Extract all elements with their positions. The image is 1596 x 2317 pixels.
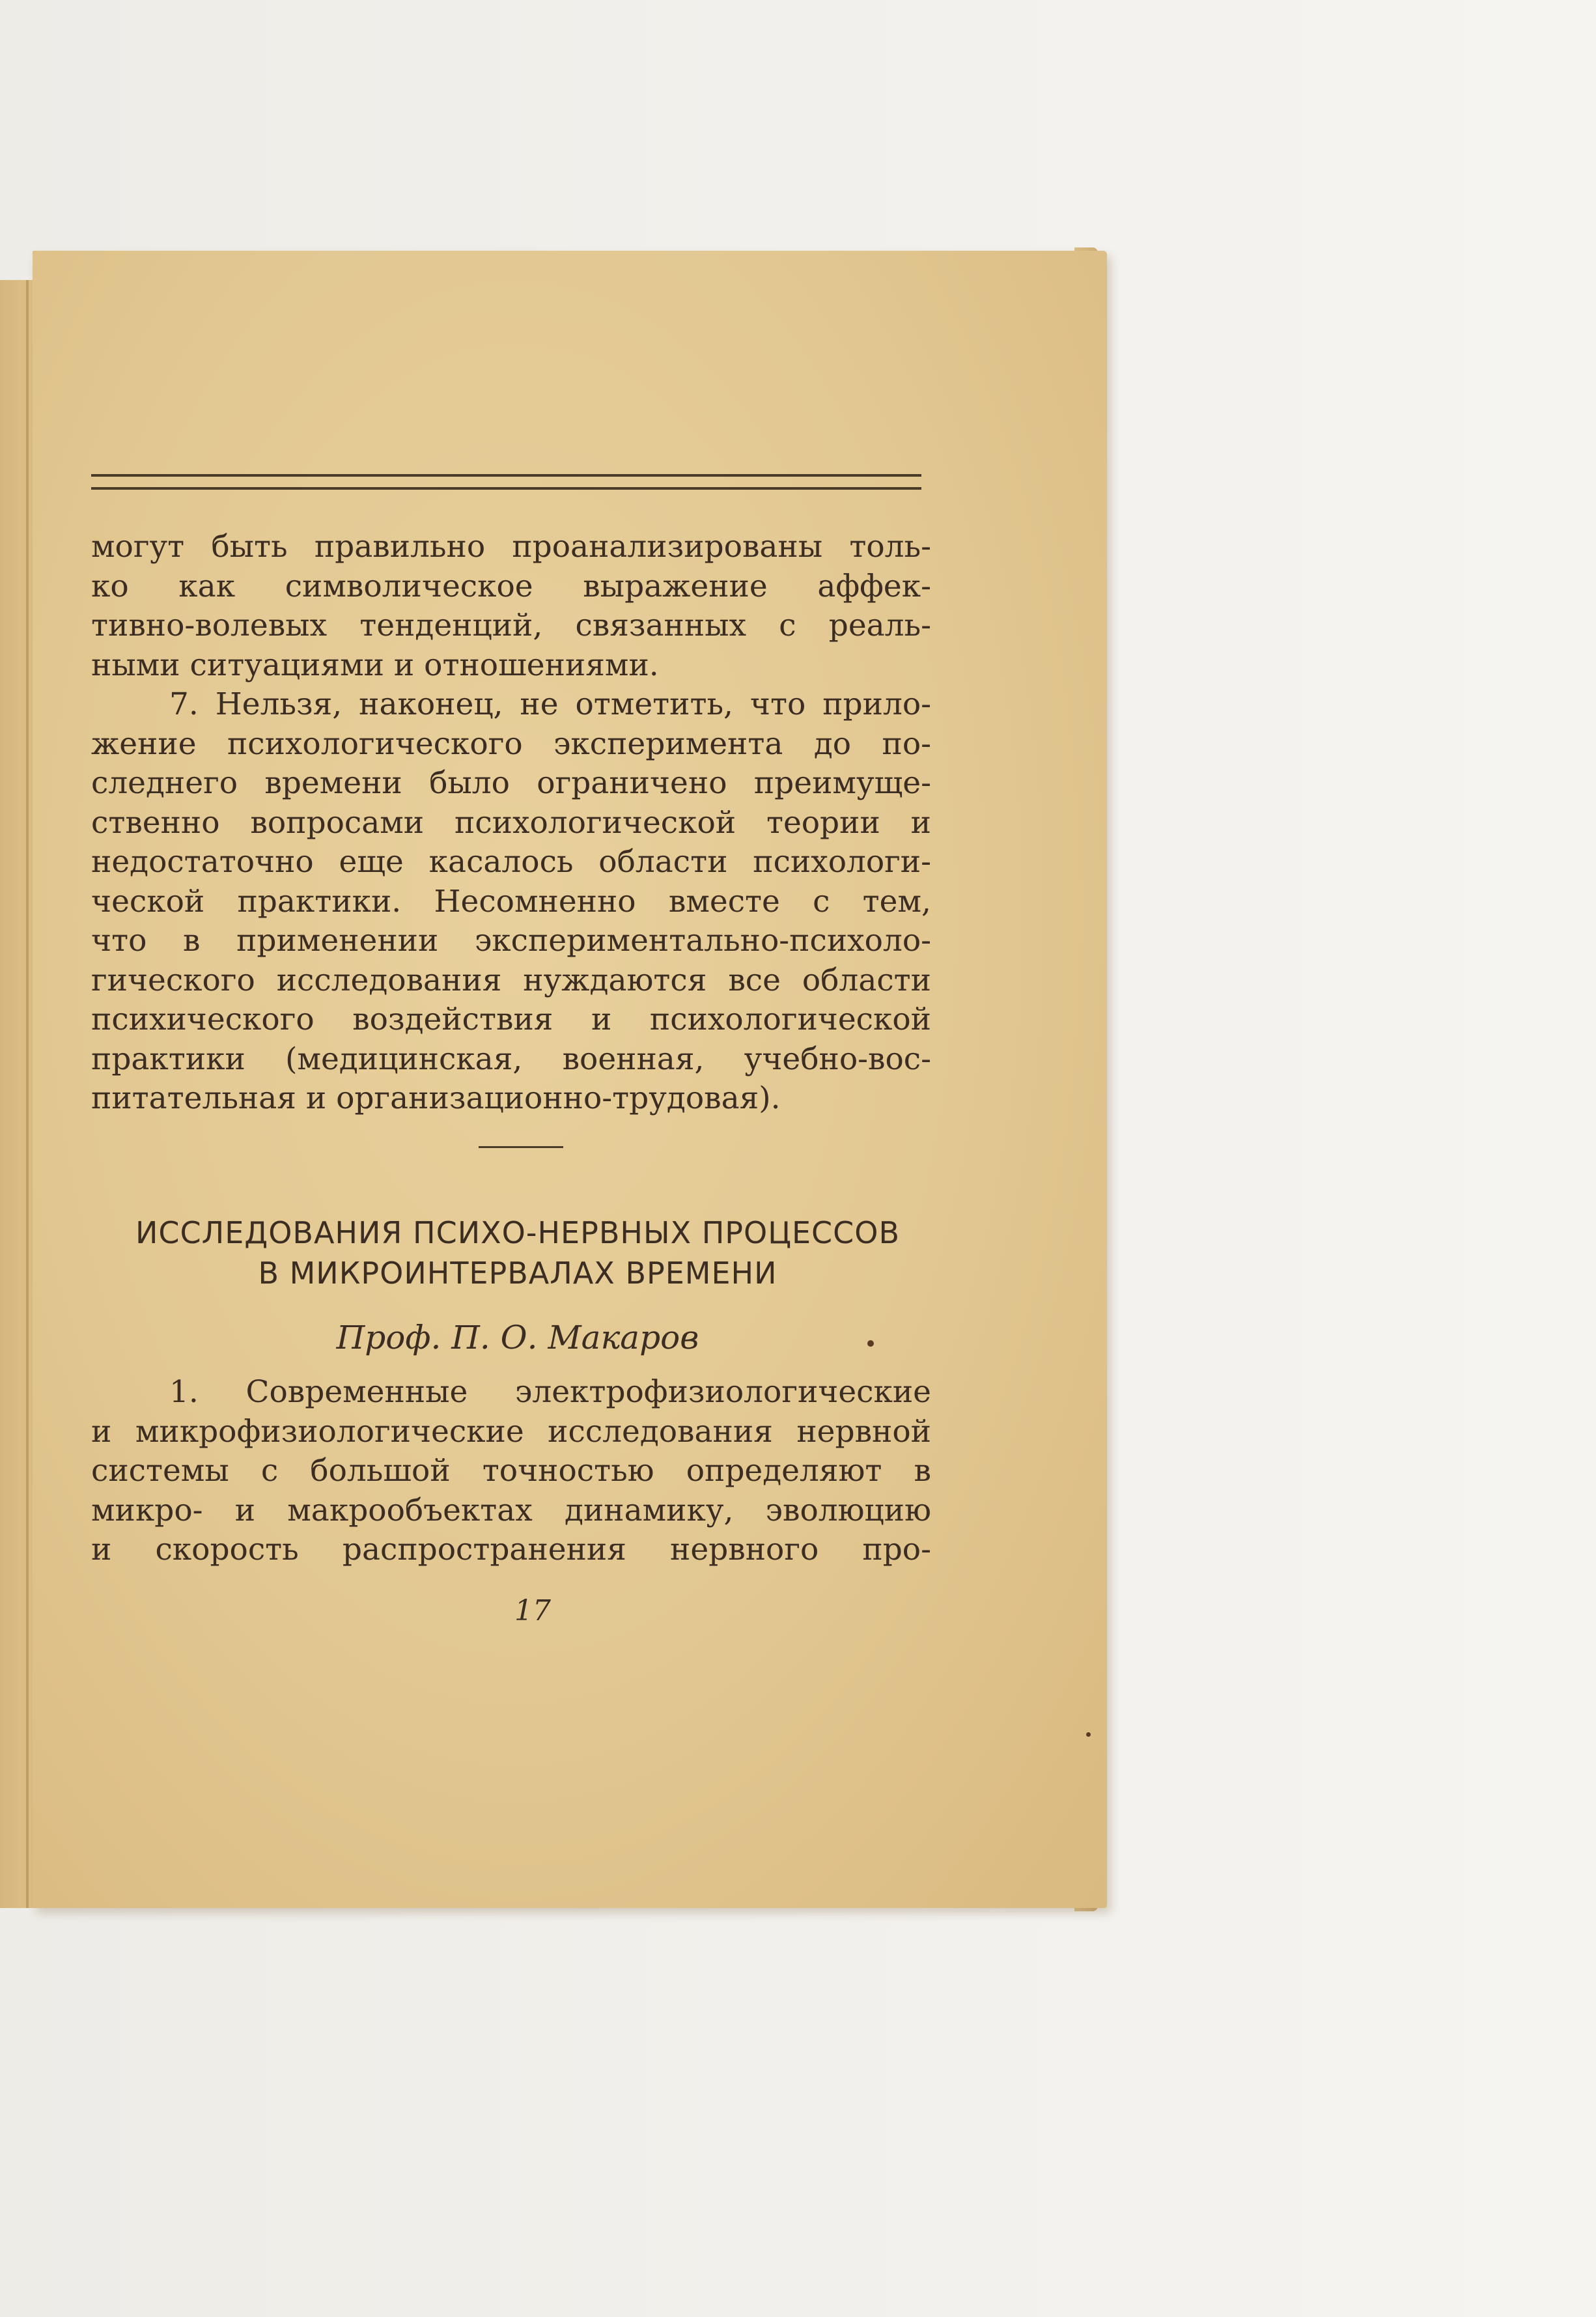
- text-line: практики (медицинская, военная, учебно-вос-: [91, 1041, 931, 1077]
- text-line: гического исследования нуждаются все области: [91, 962, 931, 998]
- text-line: жение психологического эксперимента до по-: [91, 725, 931, 762]
- text-line: питательная и организационно-трудовая).: [91, 1080, 781, 1116]
- text-line: ственно вопросами психологической теории и: [91, 804, 931, 841]
- text-line: и скорость распространения нервного про-: [91, 1532, 931, 1567]
- header-rule-bottom: [91, 487, 921, 490]
- section-separator: [479, 1146, 563, 1148]
- article-title-line2: В МИКРОИНТЕРВАЛАХ ВРЕМЕНИ: [258, 1256, 777, 1291]
- book-gutter: [26, 280, 29, 1908]
- text-line: могут быть правильно проанализированы толь-: [91, 529, 931, 565]
- text-line: системы с большой точностью определяют в: [91, 1453, 931, 1489]
- article-title-line1: ИССЛЕДОВАНИЯ ПСИХО-НЕРВНЫХ ПРОЦЕССОВ: [135, 1215, 901, 1250]
- paper-speck: [1086, 1732, 1091, 1737]
- paragraph-continuation: [91, 527, 931, 685]
- paragraph-7: [91, 685, 931, 1119]
- text-line: тивно-волевых тенденций, связанных с реаль-: [91, 608, 931, 643]
- text-line: недостаточно еще касалось области психологи-: [91, 844, 931, 880]
- text-line: что в применении экспериментально-психоло-: [91, 923, 931, 959]
- text-line: ными ситуациями и отношениями.: [91, 647, 659, 683]
- page-number: 17: [514, 1594, 551, 1627]
- text-line: ко как символическое выражение аффек-: [91, 568, 931, 604]
- text-line: психического воздействия и психологической: [91, 1002, 931, 1037]
- paper-speck: [867, 1340, 874, 1347]
- text-line: 7. Нельзя, наконец, не отметить, что прило-: [169, 686, 931, 722]
- article-author: Проф. П. О. Макаров: [336, 1319, 699, 1356]
- text-line: следнего времени было ограничено преимуще-: [91, 765, 931, 801]
- text-line: ческой практики. Несомненно вместе с тем,: [91, 883, 931, 920]
- text-line: микро- и макрообъектах динамику, эволюцию: [91, 1492, 931, 1528]
- text-line: и микрофизиологические исследования нервной: [91, 1413, 931, 1450]
- text-line: 1. Современные электрофизиологические: [169, 1374, 931, 1410]
- paragraph-1: [91, 1373, 931, 1570]
- header-rule-top: [91, 474, 921, 477]
